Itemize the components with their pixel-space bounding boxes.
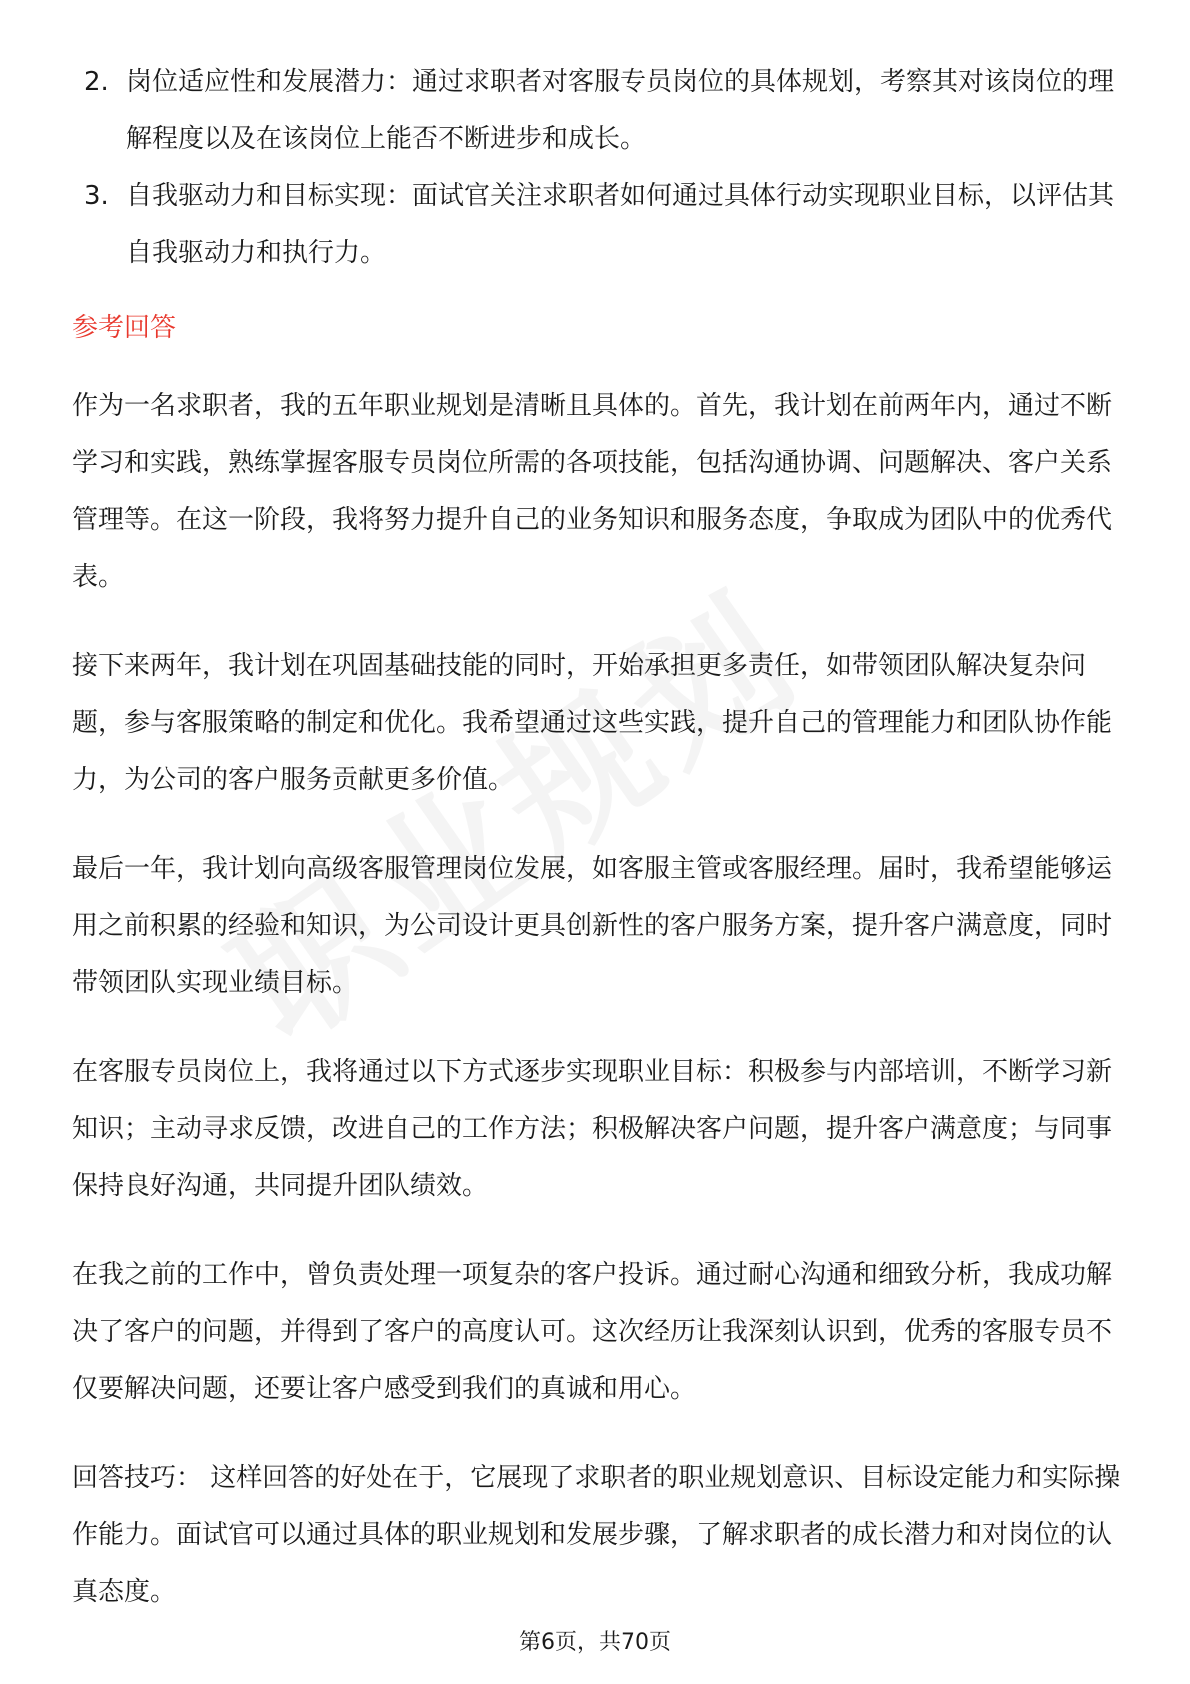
list-item xyxy=(72,54,1122,168)
list-item-number: 2. xyxy=(84,67,109,97)
reference-answer-heading: 参考回答 xyxy=(72,313,177,343)
list-item-text: 自我驱动力和目标实现：面试官关注求职者如何通过具体行动实现职业目标，以评估其自我驱动力和执行力。 xyxy=(126,181,1115,268)
list-item xyxy=(72,168,1122,282)
criteria-list xyxy=(72,54,1122,282)
answer-paragraph: 最后一年，我计划向高级客服管理岗位发展，如客服主管或客服经理。届时，我希望能够运用之前积累的经验和知识，为公司设计更具创新性的客户服务方案，提升客户满意度，同时带领团队实现业绩目标。 xyxy=(72,854,1113,998)
answer-paragraph: 接下来两年，我计划在巩固基础技能的同时，开始承担更多责任，如带领团队解决复杂问题，参与客服策略的制定和优化。我希望通过这些实践，提升自己的管理能力和团队协作能力，为公司的客户服务贡献更多价值。 xyxy=(72,651,1113,795)
page-content xyxy=(72,54,1122,1653)
answer-tips-paragraph: 回答技巧： 这样回答的好处在于，它展现了求职者的职业规划意识、目标设定能力和实际操作能力。面试官可以通过具体的职业规划和发展步骤，了解求职者的成长潜力和对岗位的认真态度。 xyxy=(72,1463,1121,1607)
list-item-number: 3. xyxy=(84,181,109,211)
answer-paragraph: 在客服专员岗位上，我将通过以下方式逐步实现职业目标：积极参与内部培训，不断学习新知识；主动寻求反馈，改进自己的工作方法；积极解决客户问题，提升客户满意度；与同事保持良好沟通，共同提升团队绩效。 xyxy=(72,1057,1113,1201)
list-item-text: 岗位适应性和发展潜力：通过求职者对客服专员岗位的具体规划，考察其对该岗位的理解程度以及在该岗位上能否不断进步和成长。 xyxy=(126,67,1115,154)
answer-paragraph: 在我之前的工作中，曾负责处理一项复杂的客户投诉。通过耐心沟通和细致分析，我成功解决了客户的问题，并得到了客户的高度认可。这次经历让我深刻认识到，优秀的客服专员不仅要解决问题，还要让客户感受到我们的真诚和用心。 xyxy=(72,1260,1113,1404)
answer-paragraph: 作为一名求职者，我的五年职业规划是清晰且具体的。首先，我计划在前两年内，通过不断学习和实践，熟练掌握客服专员岗位所需的各项技能，包括沟通协调、问题解决、客户关系管理等。在这一阶段，我将努力提升自己的业务知识和服务态度，争取成为团队中的优秀代表。 xyxy=(72,391,1113,592)
page-number-footer: 第6页，共70页 xyxy=(519,1630,671,1655)
